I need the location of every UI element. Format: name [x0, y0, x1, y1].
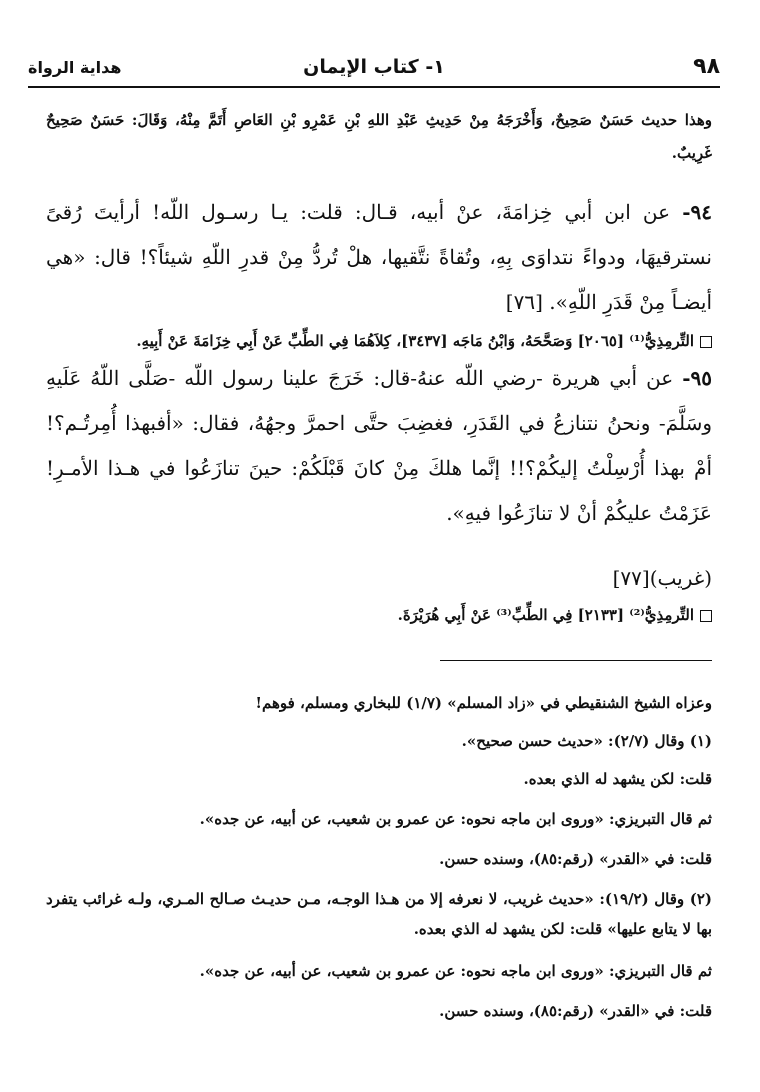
hadith-95-reference — [46, 600, 712, 630]
hadith-94 — [46, 190, 712, 325]
book-title: هداية الرواة — [28, 58, 122, 77]
footnote-line: ثم قال التبريزي: «وروى ابن ماجه نحوه: عن عمرو بن شعيب، عن أبيه، عن جده». — [199, 810, 712, 828]
reference-text: التِّرمِذِيُّ⁽²⁾ [٢١٣٣] فِي الطِّبِّ⁽³⁾ عَنْ أَبِي هُرَيْرَةَ. — [397, 606, 694, 624]
footnote-separator — [440, 660, 712, 661]
hadith-number: ٩٥- — [682, 366, 712, 390]
hadith-number: ٩٤- — [682, 200, 713, 224]
footnote-line: ثم قال التبريزي: «وروى ابن ماجه نحوه: عن عمرو بن شعيب، عن أبيه، عن جده». — [199, 962, 712, 980]
footnote-line: (١) وقال (٢/٧): «حديث حسن صحيح». — [461, 732, 712, 750]
footnote-line: قلت: لكن يشهد له الذي بعده. — [523, 770, 712, 788]
hadith-text: عن ابن أبي خِزامَةَ، عنْ أبيه، قـال: قلت: يـا رسـول اللّه! أرأيتَ رُقىً نسترقيهَا، ودواءً نتداوَى بِهِ، وتُقاةً نتَّقيها، هلْ تُردُّ مِنْ قدرِ اللّهِ شيئاً؟! قال: «هي أيضـاً مِنْ قَدَرِ اللّهِ». — [46, 200, 712, 314]
checkbox-square-icon — [700, 610, 712, 622]
checkbox-square-icon — [700, 336, 712, 348]
hadith-grade: [٧٦] — [505, 290, 543, 314]
hadith-94-reference — [46, 326, 712, 356]
page-number: ٩٨ — [693, 54, 720, 79]
hadith-95-grade: (غريب)[٧٧] — [612, 566, 712, 590]
footnote-line: وعزاه الشيخ الشنقيطي في «زاد المسلم» (١/٧) للبخاري ومسلم، فوهم! — [255, 694, 712, 712]
reference-text: التِّرمِذِيُّ⁽¹⁾ [٢٠٦٥] وَصَحَّحَهُ، وَابْنُ مَاجَه [٣٤٣٧]، كِلاَهُمَا فِي الطِّبِّ عَنْ أَبِي خِزَامَةَ عَنْ أَبِيهِ. — [136, 332, 694, 350]
hadith-text: عن أبي هريرة -رضي اللّه عنهُ-قال: خَرَجَ علينا رسول اللّه -صَلَّى اللّهُ عَلَيهِ وسَلَّمَ- ونحنُ نتنازعُ في القَدَرِ، فغضِبَ حتَّى احمرَّ وجهُهُ، فقال: «أفبهذا أُمِرتُـم؟! أمْ بهذا أُرْسِلْتُ إليكُمْ؟!! إنَّما هلكَ مِنْ كانَ قَبْلَكُمْ: حينَ تنازَعُوا في هـذا الأمـرِ! عَزَمْتُ عليكُمْ أنْ لا تنازَعُوا فيهِ». — [46, 366, 712, 525]
hadith-95 — [46, 356, 712, 536]
footnote-line: (٢) وقال (١٩/٢): «حديث غريب، لا نعرفه إلا من هـذا الوجـه، مـن حديـث صـالح المـري، ولـه غرائب يتفرد بها لا يتابع عليها» قلت: لكن يشهد له الذي بعده. — [46, 890, 712, 938]
footnote-line: قلت: في «القدر» (رقم:٨٥)، وسنده حسن. — [439, 1002, 712, 1020]
footnote-line: قلت: في «القدر» (رقم:٨٥)، وسنده حسن. — [439, 850, 712, 868]
intro-paragraph: وهذا حديث حَسَنٌ صَحِيحٌ، وَأَخْرَجَهُ مِنْ حَدِيثِ عَبْدِ اللهِ بْنِ عَمْرِو بْنِ العَاصِ أَتَمَّ مِنْهُ، وَقَالَ: حَسَنٌ صَحِيحٌ غَرِيبٌ. — [46, 111, 712, 162]
chapter-title: ١- كتاب الإيمان — [303, 56, 445, 78]
page-header — [28, 52, 720, 88]
